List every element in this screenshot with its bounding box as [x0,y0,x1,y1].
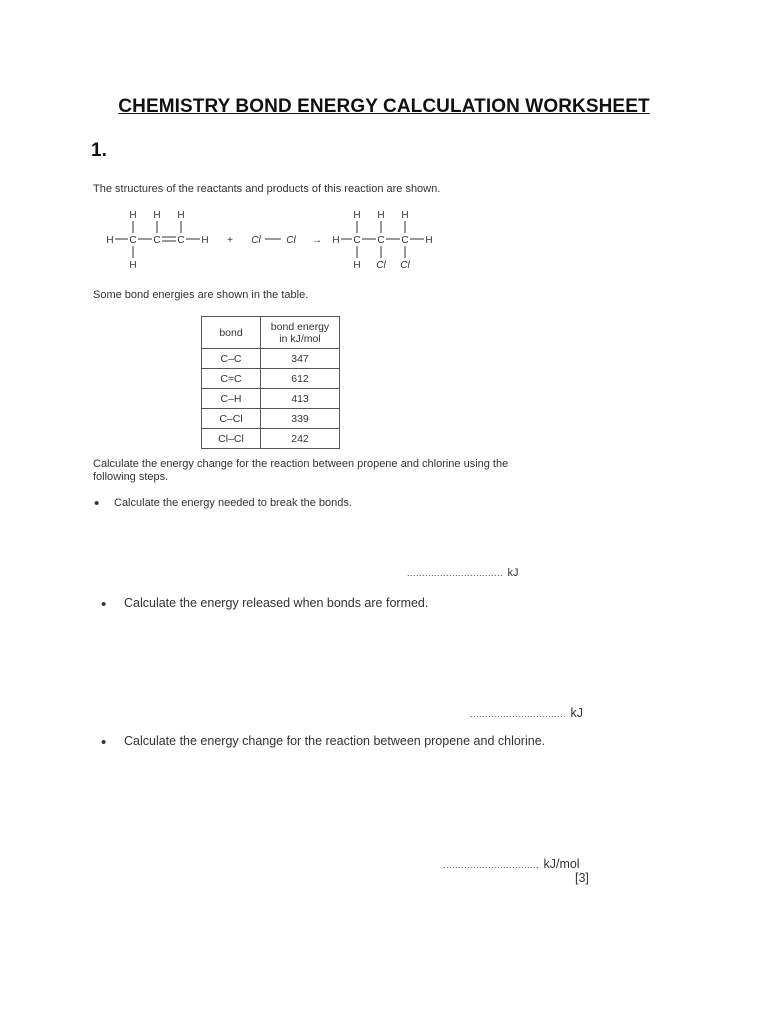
reaction-structure-diagram [105,204,445,274]
atom-h: H [425,235,433,246]
answer-dots: ................................ [407,568,504,578]
bond-cell: C=C [202,369,261,389]
step-2-text: Calculate the energy released when bonds are formed. [124,596,429,610]
step-2-answer-line[interactable] [470,704,583,722]
atom-cl: Cl [251,235,261,246]
intro-text: The structures of the reactants and products of this reaction are shown. [93,183,441,195]
worksheet-title: CHEMISTRY BOND ENERGY CALCULATION WORKSHEET [118,96,650,117]
unit-label: kJ [570,706,583,720]
header-bond: bond [202,317,261,349]
question-number: 1. [91,140,107,161]
reaction-arrow: → [312,235,322,246]
table-row [202,389,340,409]
atom-h: H [332,235,340,246]
atom-h: H [377,210,385,221]
energy-cell: 347 [261,349,340,369]
header-energy-line1: bond energy [270,320,330,333]
table-intro-text: Some bond energies are shown in the table. [93,289,309,301]
bond-cell: C–H [202,389,261,409]
atom-c: C [353,235,361,246]
atom-h: H [201,235,209,246]
step-1-answer-line[interactable] [407,563,518,581]
table-row [202,429,340,449]
bond-energy-table [201,316,340,449]
bullet-icon: • [101,734,107,751]
atom-h: H [153,210,161,221]
atom-cl: Cl [400,260,410,271]
atom-c: C [377,235,385,246]
bond-cell: C–C [202,349,261,369]
atom-h: H [106,235,114,246]
atom-cl: Cl [376,260,386,271]
bond-cell: C–Cl [202,409,261,429]
unit-label: kJ [507,567,519,579]
atom-c: C [153,235,161,246]
table-row [202,409,340,429]
table-row [202,369,340,389]
header-energy-line2: in kJ/mol [279,332,321,345]
atom-c: C [401,235,409,246]
atom-c: C [177,235,185,246]
atom-h: H [129,210,137,221]
energy-cell: 242 [261,429,340,449]
header-bond-energy [261,317,340,349]
atom-h: H [353,210,361,221]
atom-h: H [177,210,185,221]
atom-h: H [401,210,409,221]
energy-cell: 339 [261,409,340,429]
table-header-row [202,317,340,349]
chlorine-molecule [251,235,296,246]
instruction-line-2: following steps. [93,471,169,483]
step-3-answer-line[interactable] [443,855,580,873]
bullet-icon: • [101,596,107,613]
bond-cell: Cl–Cl [202,429,261,449]
unit-label: kJ/mol [543,857,580,871]
instruction-line-1: Calculate the energy change for the reaction between propene and chlorine using the [93,458,509,470]
atom-h: H [353,260,361,271]
energy-cell: 612 [261,369,340,389]
table-row [202,349,340,369]
step-3-text: Calculate the energy change for the reaction between propene and chlorine. [124,734,546,748]
dichloropropane-molecule [332,210,432,271]
bullet-icon: • [94,495,100,512]
atom-h: H [129,260,137,271]
plus-sign: + [227,235,233,246]
answer-dots: ................................ [443,860,540,870]
atom-cl: Cl [286,235,296,246]
energy-cell: 413 [261,389,340,409]
step-1-text: Calculate the energy needed to break the bonds. [114,497,352,509]
instruction-text [93,458,508,484]
propene-molecule [106,210,208,271]
atom-c: C [129,235,137,246]
marks-label: [3] [575,871,589,885]
answer-dots: ................................ [470,709,567,719]
